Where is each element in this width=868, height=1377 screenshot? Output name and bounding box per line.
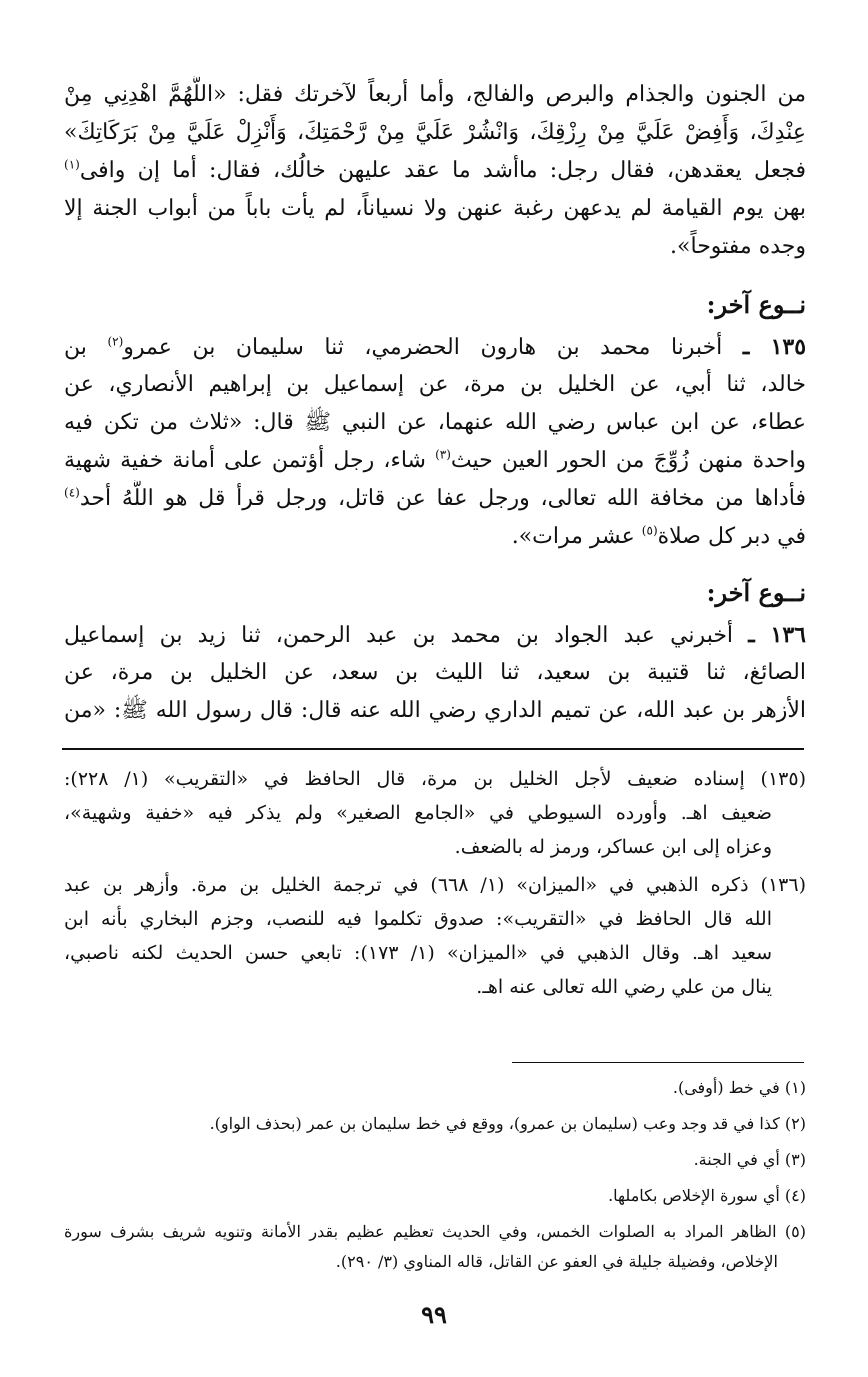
note-2: (٢) كذا في قد وجد وعب (سليمان بن عمرو)، ووقع في خط سليمان بن عمر (بحذف الواو). (209, 1114, 806, 1133)
hadith-135-text-6a: في دبر كل صلاة (657, 524, 806, 549)
section-heading-1: نــوع آخر: (706, 290, 806, 319)
note-1: (١) في خط (أوفى). (672, 1078, 806, 1097)
hadith-136-line-3: الأزهر بن عبد الله، عن تميم الداري رضي الله عنه قال: قال رسول الله ﷺ: «من (64, 698, 806, 723)
hadith-135-text-4a: واحدة منهن زُوِّجَ من الحور العين حيث (450, 448, 806, 473)
body-line-3 (64, 152, 806, 190)
hadith-135-text-5a: فأداها من مخافة الله تعالى، ورجل عفا عن قاتل، ورجل قرأ قل هو اللَّهُ أحد (79, 486, 806, 511)
hadith-135-line-2: خالد، ثنا أبي، عن الخليل بن مرة، عن إسماعيل بن إبراهيم الأنصاري، عن (64, 372, 806, 397)
note-4: (٤) أي سورة الإخلاص بكاملها. (608, 1186, 806, 1205)
takhrij-135-line-3: وعزاه إلى ابن عساكر، ورمز له بالضعف. (454, 836, 772, 858)
body-line-5: وجده مفتوحاً». (670, 234, 806, 259)
body-line-4: بهن يوم القيامة لم يدعهن رغبة عنهن ولا نسياناً، لم يأت باباً من أبواب الجنة إلا (64, 196, 806, 221)
hadith-135-text-1a: أخبرنا محمد بن هارون الحضرمي، ثنا سليمان بن عمرو (123, 335, 723, 360)
footnote-ref-3: (٣) (435, 447, 451, 462)
hadith-136-line-2: الصائغ، ثنا قتيبة بن سعيد، ثنا الليث بن سعد، عن الخليل بن مرة، عن (64, 660, 806, 685)
note-3: (٣) أي في الجنة. (693, 1150, 806, 1169)
footnote-ref-4: (٤) (64, 485, 80, 500)
footnote-ref-5: (٥) (641, 523, 658, 538)
hadith-135-number: ١٣٥ ـ (742, 334, 806, 360)
takhrij-136-line-4: ينال من علي رضي الله تعالى عنه اهـ. (476, 976, 772, 998)
takhrij-135-line-2: ضعيف اهـ. وأورده السيوطي في «الجامع الصغير» ولم يذكر فيه «خفية وشهية»، (64, 802, 772, 824)
hadith-136-number: ١٣٦ ـ (748, 622, 806, 648)
hadith-135-text-6b: عشر مرات». (511, 524, 635, 549)
page-number: ٩٩ (421, 1300, 447, 1329)
body-line-1: من الجنون والجذام والبرص والفالج، وأما أربعاً لآخرتك فقل: «اللَّهُمَّ اهْدِنِي مِنْ (64, 82, 806, 107)
footnote-ref-2: (٢) (107, 334, 124, 349)
hadith-135-text-1b: بن (64, 335, 87, 360)
separator-rule (62, 748, 804, 750)
body-line-3-text: فجعل يعقدهن، فقال رجل: ماأشد ما عقد عليهن خالُك، فقال: أما إن وافى (79, 158, 806, 183)
takhrij-136-line-1: (١٣٦) ذكره الذهبي في «الميزان» (١/ ٦٦٨) في ترجمة الخليل بن مرة. وأزهر بن عبد (64, 874, 806, 896)
notes-rule (512, 1062, 804, 1063)
footnote-ref-1: (١) (64, 157, 80, 172)
hadith-135-line-6 (64, 518, 806, 556)
takhrij-136-line-3: سعيد اهـ. وقال الذهبي في «الميزان» (١/ ١٧٣): تابعي حسن الحديث لكنه ناصبي، (64, 942, 772, 964)
note-5-continued: الإخلاص، وفضيلة جليلة في العفو عن القاتل، قاله المناوي (٣/ ٢٩٠). (335, 1252, 778, 1271)
hadith-135-line-1 (64, 328, 806, 367)
hadith-135-line-4 (64, 442, 806, 480)
takhrij-136-line-2: الله قال الحافظ في «التقريب»: صدوق تكلموا فيه للنصب، وجزم البخاري بأنه ابن (64, 908, 772, 930)
hadith-135-text-4b: شاء، رجل أؤتمن على أمانة خفية شهية (64, 448, 426, 473)
hadith-136-line-1 (64, 616, 806, 655)
hadith-136-text-1: أخبرني عبد الجواد بن محمد بن عبد الرحمن، ثنا زيد بن إسماعيل (64, 623, 734, 648)
takhrij-135-line-1: (١٣٥) إسناده ضعيف لأجل الخليل بن مرة، قال الحافظ في «التقريب» (١/ ٢٢٨): (64, 768, 806, 790)
section-heading-2: نــوع آخر: (706, 578, 806, 607)
hadith-135-line-5 (64, 480, 806, 518)
note-5: (٥) الظاهر المراد به الصلوات الخمس، وفي الحديث تعظيم عظيم بقدر الأمانة وتنويه شريف بشرف سورة (64, 1222, 806, 1241)
hadith-135-line-3: عطاء، عن ابن عباس رضي الله عنهما، عن النبي ﷺ قال: «ثلاث من تكن فيه (64, 410, 806, 435)
body-line-2: عِنْدِكَ، وَأَفِضْ عَلَيَّ مِنْ رِزْقِكَ، وَانْشُرْ عَلَيَّ مِنْ رَّحْمَتِكَ، وَأَنْزِلْ عَلَيَّ مِنْ بَرَكَاتِكَ» (64, 120, 806, 145)
